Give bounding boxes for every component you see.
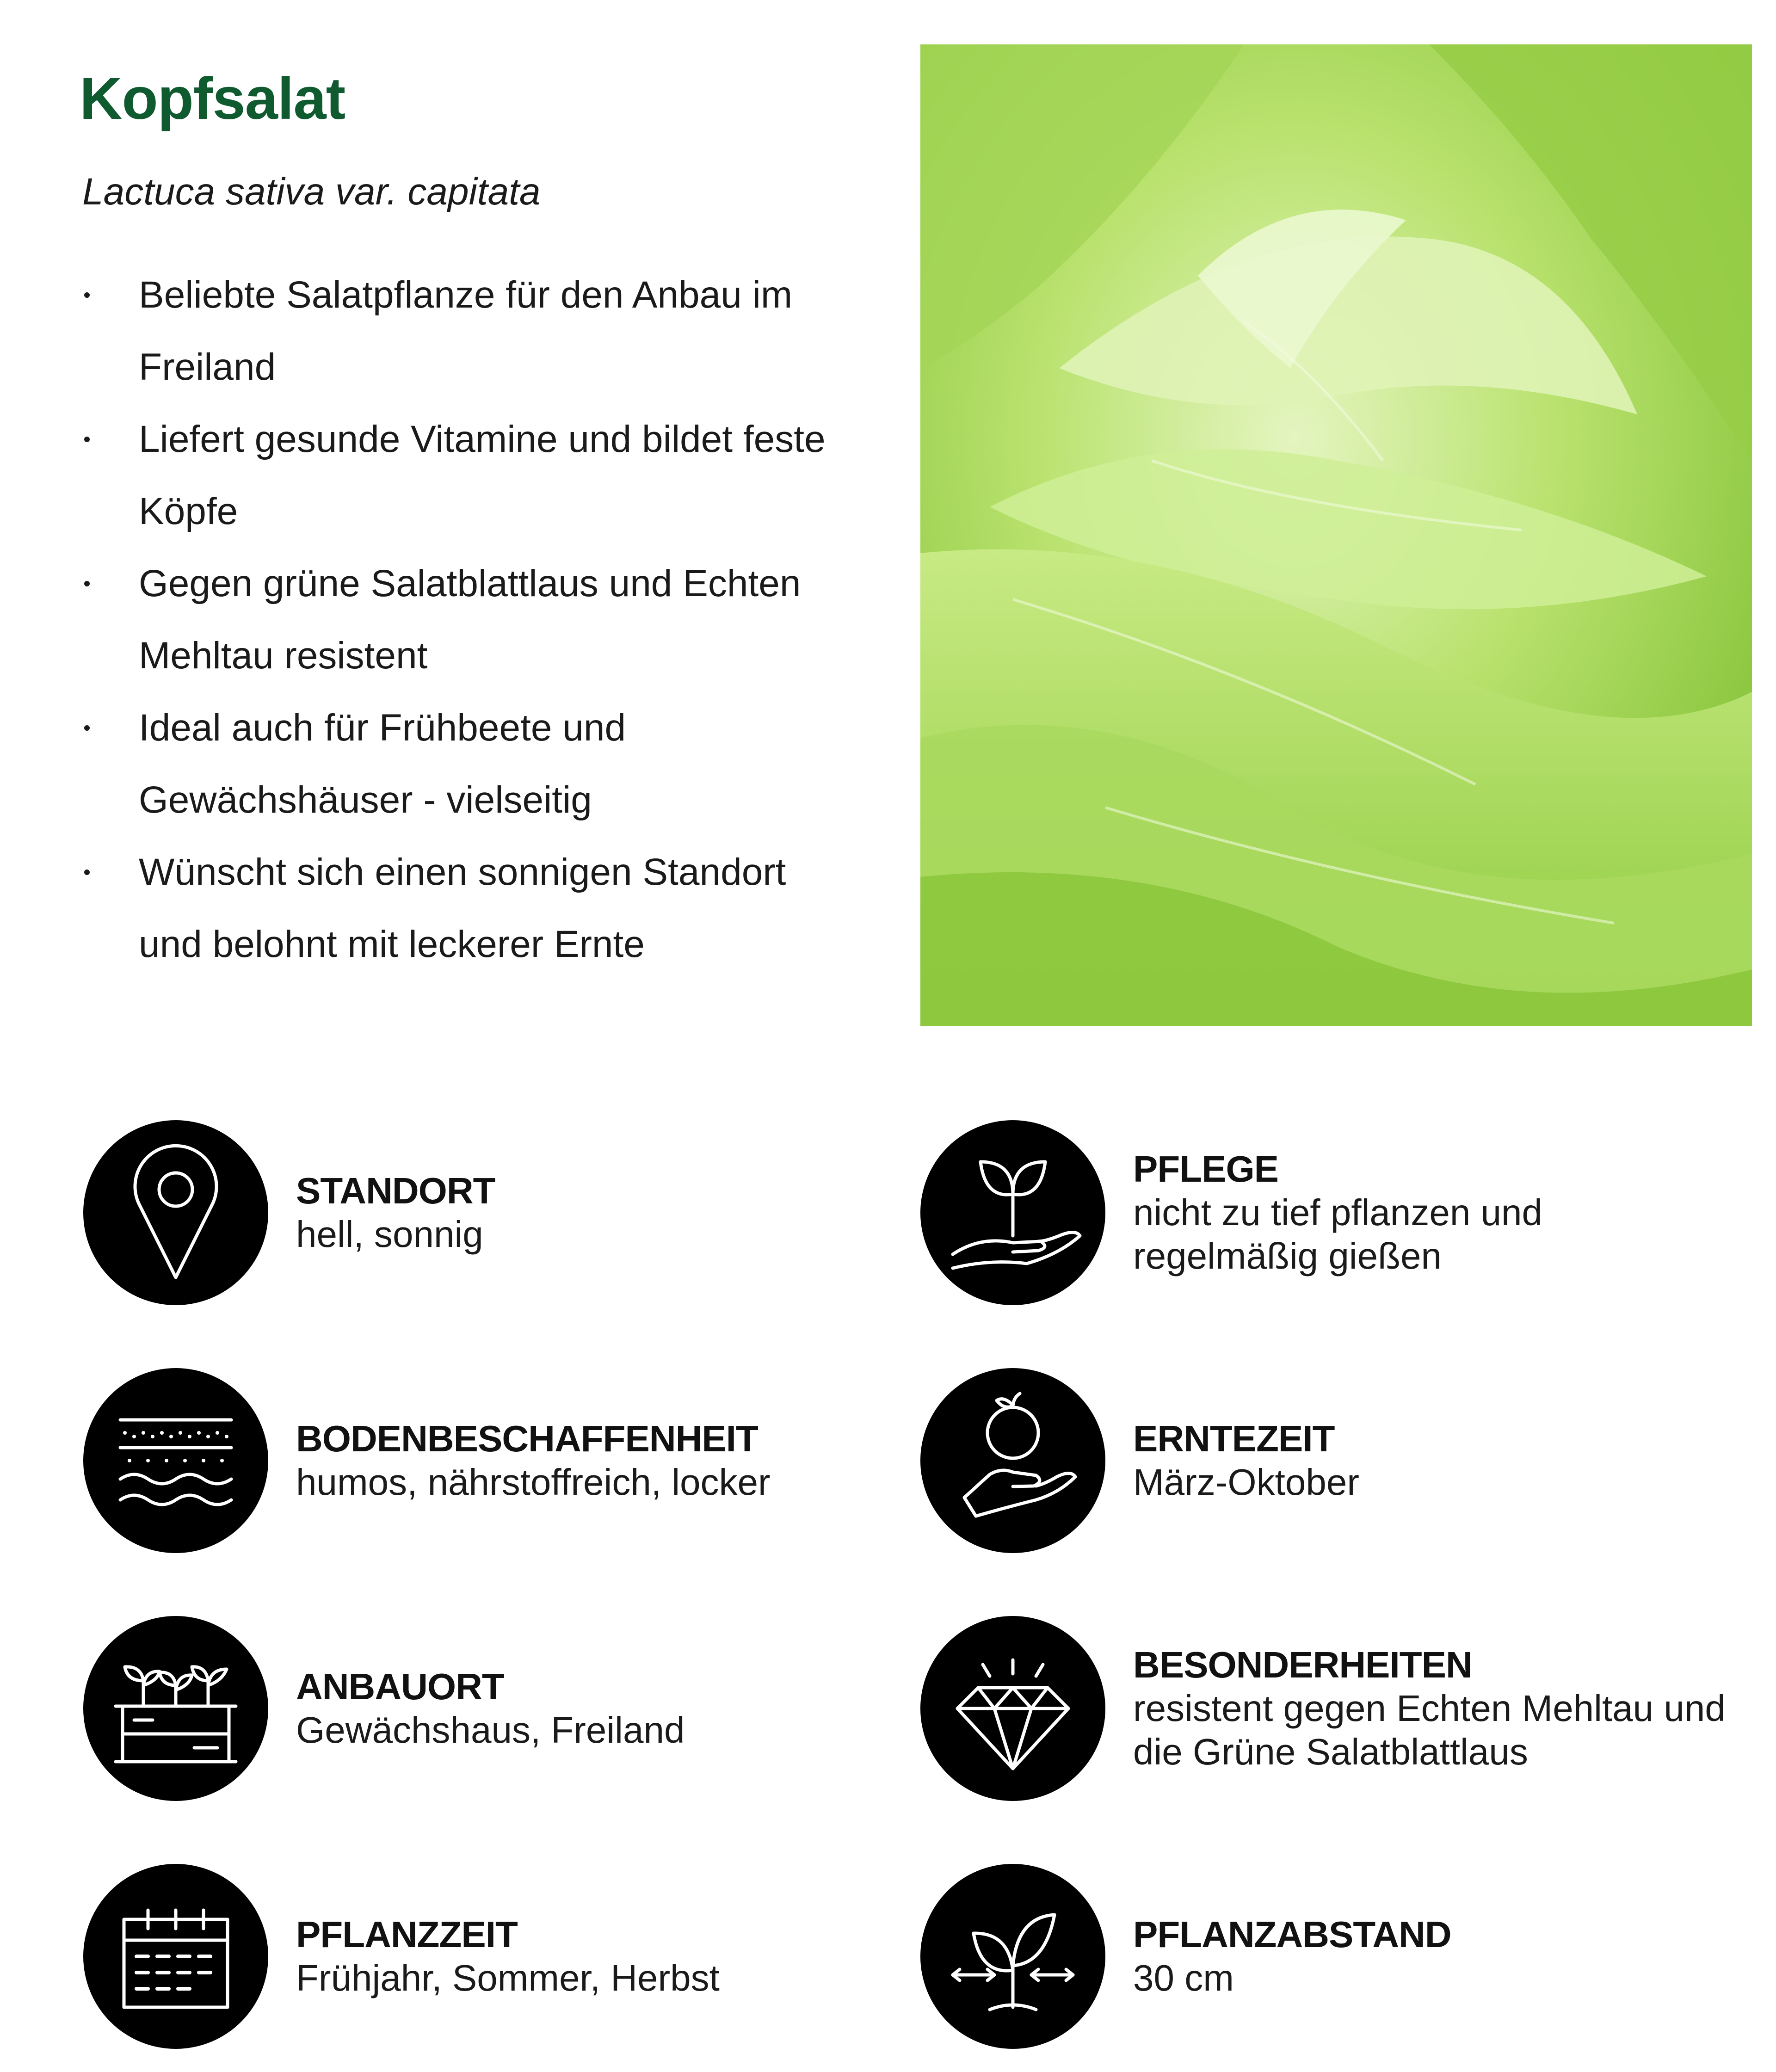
- latin-name: Lactuca sativa var. capitata: [82, 171, 541, 213]
- list-item: Liefert gesunde Vitamine und bildet feste Köpfe: [80, 403, 843, 548]
- feature-label: ERNTEZEIT: [1133, 1418, 1335, 1459]
- list-item: Beliebte Salatpflanze für den Anbau im Freiland: [80, 259, 843, 403]
- soil-layers-icon: [83, 1368, 268, 1553]
- feature-besonderheiten: [920, 1616, 1744, 1801]
- feature-label: BESONDERHEITEN: [1133, 1644, 1472, 1685]
- page-title: Kopfsalat: [80, 66, 345, 132]
- feature-label: STANDORT: [296, 1170, 495, 1211]
- feature-value: Gewächshaus, Freiland: [296, 1709, 685, 1751]
- feature-value: nicht zu tief pflanzen und regelmäßig gießen: [1133, 1192, 1543, 1276]
- list-item: Wünscht sich einen sonnigen Standort und belohnt mit leckerer Ernte: [80, 836, 843, 980]
- fruit-hand-icon: [920, 1368, 1105, 1553]
- feature-label: PFLANZABSTAND: [1133, 1914, 1451, 1955]
- feature-value: März-Oktober: [1133, 1462, 1359, 1503]
- feature-value: hell, sonnig: [296, 1214, 483, 1255]
- plant-spacing-icon: [920, 1864, 1105, 2049]
- feature-pflanzabstand: [920, 1864, 1744, 2049]
- feature-anbauort: [83, 1616, 906, 1801]
- feature-label: PFLEGE: [1133, 1148, 1279, 1190]
- seedling-hand-icon: [920, 1120, 1105, 1305]
- list-item: Gegen grüne Salatblattlaus und Echten Mehltau resistent: [80, 548, 843, 692]
- location-pin-icon: [83, 1120, 268, 1305]
- feature-standort: [83, 1120, 906, 1305]
- list-item: Ideal auch für Frühbeete und Gewächshäuser - vielseitig: [80, 692, 843, 836]
- benefit-list: [80, 259, 843, 980]
- feature-label: BODENBESCHAFFENHEIT: [296, 1418, 758, 1459]
- lettuce-photo: [920, 44, 1752, 1026]
- feature-erntezeit: [920, 1368, 1744, 1553]
- feature-pflege: [920, 1120, 1744, 1305]
- feature-label: ANBAUORT: [296, 1666, 504, 1707]
- feature-value: Frühjahr, Sommer, Herbst: [296, 1957, 720, 1998]
- feature-value: humos, nährstoffreich, locker: [296, 1462, 771, 1503]
- feature-pflanzzeit: [83, 1864, 906, 2049]
- planter-box-icon: [83, 1616, 268, 1801]
- feature-boden: [83, 1368, 906, 1553]
- feature-value: 30 cm: [1133, 1957, 1234, 1998]
- feature-label: PFLANZZEIT: [296, 1914, 518, 1955]
- diamond-icon: [920, 1616, 1105, 1801]
- calendar-icon: [83, 1864, 268, 2049]
- feature-value: resistent gegen Echten Mehltau und die Grüne Salatblattlaus: [1133, 1688, 1726, 1772]
